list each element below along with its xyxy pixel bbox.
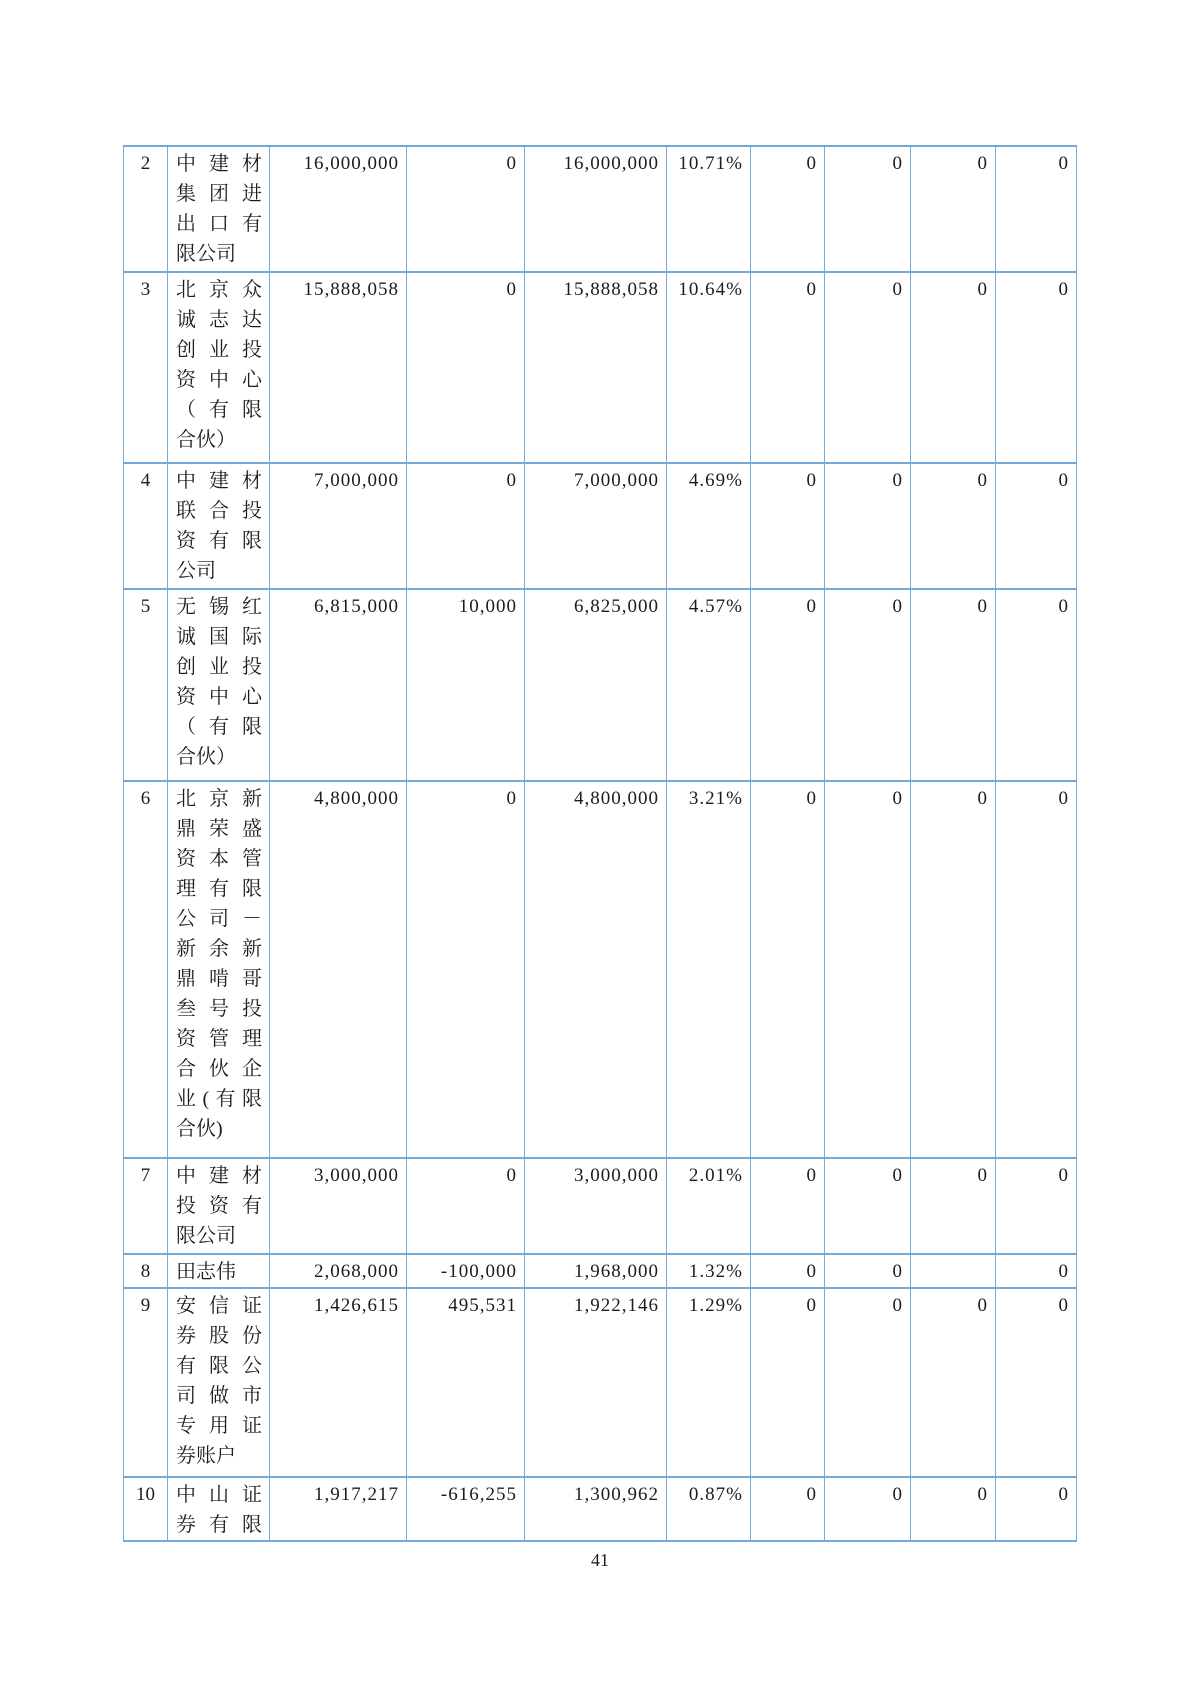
name-line: 资 管 理 (176, 1028, 262, 1050)
shareholder-name-cell (168, 146, 270, 272)
shares-change-cell: -100,000 (407, 1254, 525, 1288)
shares-change-cell: 0 (407, 781, 525, 1158)
name-line: 叁 号 投 (176, 998, 262, 1020)
name-line: 资 有 限 (176, 530, 262, 552)
shares-held-cell: 16,000,000 (270, 146, 407, 272)
row-number-cell: 8 (124, 1254, 168, 1288)
zero-cell: 0 (751, 1254, 825, 1288)
shareholder-name-cell (168, 272, 270, 463)
table-row (124, 272, 1077, 463)
table-row (124, 781, 1077, 1158)
table-row (124, 1158, 1077, 1254)
zero-cell: 0 (911, 272, 996, 463)
shares-held-cell: 4,800,000 (270, 781, 407, 1158)
shares-held-cell: 7,000,000 (270, 463, 407, 589)
name-line: 安 信 证 (176, 1295, 262, 1317)
shares-change-cell: 0 (407, 272, 525, 463)
row-number-cell: 10 (124, 1477, 168, 1541)
row-number-cell: 7 (124, 1158, 168, 1254)
name-line: 理 有 限 (176, 878, 262, 900)
table-row (124, 589, 1077, 781)
table-row (124, 1254, 1077, 1288)
name-line: 资 中 心 (176, 686, 262, 708)
name-line: （ 有 限 (176, 399, 262, 421)
percentage-cell: 3.21% (667, 781, 751, 1158)
zero-cell: 0 (825, 1477, 911, 1541)
zero-cell: 0 (825, 1158, 911, 1254)
name-line: 资 中 心 (176, 369, 262, 391)
row-number-cell: 6 (124, 781, 168, 1158)
percentage-cell: 2.01% (667, 1158, 751, 1254)
zero-cell (911, 1254, 996, 1288)
name-line: 合 伙 ) (176, 1118, 223, 1140)
zero-cell: 0 (751, 1288, 825, 1477)
shares-change-cell: 0 (407, 463, 525, 589)
zero-cell: 0 (996, 272, 1077, 463)
name-line: 合 伙 ） (176, 429, 236, 451)
shares-held-cell: 15,888,058 (270, 272, 407, 463)
zero-cell: 0 (911, 589, 996, 781)
name-line: 券 账 户 (176, 1445, 236, 1467)
name-line: 中 建 材 (176, 153, 262, 175)
shares-end-cell: 1,968,000 (525, 1254, 667, 1288)
zero-cell: 0 (996, 1158, 1077, 1254)
zero-cell: 0 (996, 781, 1077, 1158)
name-line: 限 公 司 (176, 1225, 236, 1247)
zero-cell: 0 (751, 1158, 825, 1254)
row-number-cell: 3 (124, 272, 168, 463)
shareholder-name-cell (168, 1158, 270, 1254)
name-line: 司 做 市 (176, 1385, 262, 1407)
shares-end-cell: 1,300,962 (525, 1477, 667, 1541)
shares-end-cell: 1,922,146 (525, 1288, 667, 1477)
zero-cell: 0 (825, 463, 911, 589)
zero-cell: 0 (996, 146, 1077, 272)
name-line: 创 业 投 (176, 339, 262, 361)
row-number-cell: 5 (124, 589, 168, 781)
shares-change-cell: 10,000 (407, 589, 525, 781)
zero-cell: 0 (911, 1477, 996, 1541)
zero-cell: 0 (751, 1477, 825, 1541)
name-line: 合 伙 企 (176, 1058, 262, 1080)
shares-end-cell: 7,000,000 (525, 463, 667, 589)
shareholder-name-cell (168, 463, 270, 589)
name-line: 鼎 啃 哥 (176, 968, 262, 990)
row-number-cell: 2 (124, 146, 168, 272)
zero-cell: 0 (825, 1288, 911, 1477)
zero-cell: 0 (751, 781, 825, 1158)
zero-cell: 0 (996, 463, 1077, 589)
name-line: 诚 国 际 (176, 626, 262, 648)
name-line: （ 有 限 (176, 716, 262, 738)
zero-cell: 0 (825, 146, 911, 272)
shares-held-cell: 6,815,000 (270, 589, 407, 781)
name-line: 出 口 有 (176, 213, 262, 235)
table-row (124, 146, 1077, 272)
zero-cell: 0 (825, 589, 911, 781)
zero-cell: 0 (996, 589, 1077, 781)
row-number-cell: 4 (124, 463, 168, 589)
zero-cell: 0 (911, 146, 996, 272)
shares-held-cell: 1,426,615 (270, 1288, 407, 1477)
name-line: 中 建 材 (176, 470, 262, 492)
shares-end-cell: 15,888,058 (525, 272, 667, 463)
shareholder-name-cell (168, 1254, 270, 1288)
shareholder-name-cell (168, 781, 270, 1158)
shares-end-cell: 3,000,000 (525, 1158, 667, 1254)
percentage-cell: 10.71% (667, 146, 751, 272)
zero-cell: 0 (911, 1288, 996, 1477)
percentage-cell: 4.57% (667, 589, 751, 781)
name-line: 公 司 － (176, 908, 262, 930)
zero-cell: 0 (996, 1254, 1077, 1288)
table-row (124, 463, 1077, 589)
name-line: 资 本 管 (176, 848, 262, 870)
shares-end-cell: 6,825,000 (525, 589, 667, 781)
name-line: 北 京 众 (176, 279, 262, 301)
name-line: 业 ( 有 限 (176, 1088, 262, 1110)
zero-cell: 0 (911, 781, 996, 1158)
percentage-cell: 1.29% (667, 1288, 751, 1477)
zero-cell: 0 (825, 781, 911, 1158)
page-number: 41 (591, 1550, 609, 1570)
zero-cell: 0 (751, 146, 825, 272)
name-line: 中 建 材 (176, 1165, 262, 1187)
shares-end-cell: 4,800,000 (525, 781, 667, 1158)
name-line: 鼎 荣 盛 (176, 818, 262, 840)
name-line: 有 限 公 (176, 1355, 262, 1377)
zero-cell: 0 (911, 1158, 996, 1254)
zero-cell: 0 (911, 463, 996, 589)
zero-cell: 0 (751, 463, 825, 589)
zero-cell: 0 (996, 1288, 1077, 1477)
percentage-cell: 0.87% (667, 1477, 751, 1541)
name-line: 北 京 新 (176, 788, 262, 810)
shares-change-cell: -616,255 (407, 1477, 525, 1541)
name-line: 中 山 证 (176, 1484, 262, 1506)
percentage-cell: 10.64% (667, 272, 751, 463)
row-number-cell: 9 (124, 1288, 168, 1477)
name-line: 新 余 新 (176, 938, 262, 960)
zero-cell: 0 (751, 272, 825, 463)
shares-change-cell: 495,531 (407, 1288, 525, 1477)
shares-held-cell: 2,068,000 (270, 1254, 407, 1288)
name-line: 创 业 投 (176, 656, 262, 678)
name-line: 诚 志 达 (176, 309, 262, 331)
zero-cell: 0 (825, 1254, 911, 1288)
name-line: 专 用 证 (176, 1415, 262, 1437)
name-line: 集 团 进 (176, 183, 262, 205)
percentage-cell: 4.69% (667, 463, 751, 589)
name-line: 联 合 投 (176, 500, 262, 522)
shares-change-cell: 0 (407, 1158, 525, 1254)
percentage-cell: 1.32% (667, 1254, 751, 1288)
name-line: 合 伙 ） (176, 746, 236, 768)
table-row (124, 1477, 1077, 1541)
shareholders-table (123, 145, 1077, 1542)
name-line: 券 股 份 (176, 1325, 262, 1347)
name-line: 券 有 限 (176, 1514, 262, 1536)
name-line: 田 志 伟 (176, 1261, 236, 1283)
table-row (124, 1288, 1077, 1477)
shares-end-cell: 16,000,000 (525, 146, 667, 272)
shareholder-name-cell (168, 589, 270, 781)
shares-change-cell: 0 (407, 146, 525, 272)
name-line: 公 司 (176, 560, 216, 582)
zero-cell: 0 (996, 1477, 1077, 1541)
zero-cell: 0 (825, 272, 911, 463)
shareholder-name-cell (168, 1288, 270, 1477)
name-line: 无 锡 红 (176, 596, 262, 618)
name-line: 投 资 有 (176, 1195, 262, 1217)
shareholder-name-cell (168, 1477, 270, 1541)
zero-cell: 0 (751, 589, 825, 781)
shares-held-cell: 1,917,217 (270, 1477, 407, 1541)
name-line: 限 公 司 (176, 243, 236, 265)
shares-held-cell: 3,000,000 (270, 1158, 407, 1254)
